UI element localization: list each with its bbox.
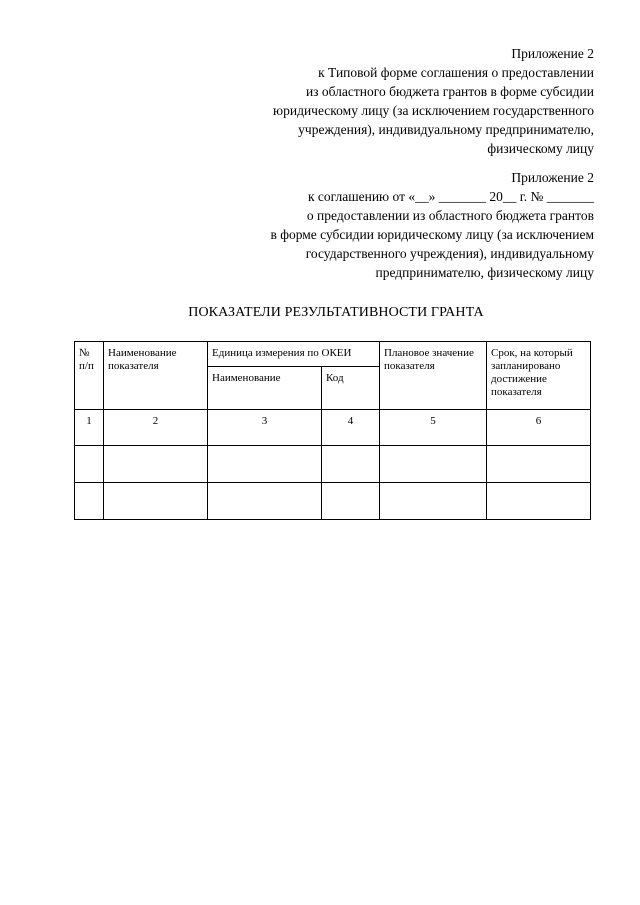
header-line: о предоставлении из областного бюджета грантов	[306, 208, 594, 223]
table-header-row	[75, 342, 591, 367]
column-number: 5	[380, 410, 487, 446]
header-deadline: Срок, на который запланировано достижение показателя	[487, 342, 591, 410]
table-cell[interactable]	[104, 483, 208, 520]
column-number: 4	[322, 410, 380, 446]
table-cell[interactable]	[75, 446, 104, 483]
document-title: ПОКАЗАТЕЛИ РЕЗУЛЬТАТИВНОСТИ ГРАНТА	[188, 305, 484, 320]
header-line: к соглашению от «__» _______ 20__ г. № _______	[307, 189, 594, 204]
header-unit-name: Наименование	[208, 367, 322, 410]
column-number: 1	[75, 410, 104, 446]
table-cell[interactable]	[75, 483, 104, 520]
appendix-header-form	[273, 44, 594, 158]
header-planned-value: Плановое значение показателя	[380, 342, 487, 410]
table-cell[interactable]	[487, 446, 591, 483]
table-cell[interactable]	[208, 483, 322, 520]
header-indicator-name: Наименование показателя	[104, 342, 208, 410]
header-line: Приложение 2	[511, 46, 594, 61]
header-line: из областного бюджета грантов в форме субсидии	[305, 84, 594, 99]
header-line: физическому лицу	[487, 141, 594, 156]
header-line: к Типовой форме соглашения о предоставлении	[318, 65, 594, 80]
column-number: 2	[104, 410, 208, 446]
table-row	[75, 446, 591, 483]
table-cell[interactable]	[104, 446, 208, 483]
column-number: 6	[487, 410, 591, 446]
header-line: юридическому лицу (за исключением государственного	[273, 103, 594, 118]
indicators-table	[74, 341, 591, 520]
table-row	[75, 483, 591, 520]
column-numbers-row	[75, 410, 591, 446]
table-cell[interactable]	[322, 446, 380, 483]
table-cell[interactable]	[322, 483, 380, 520]
header-unit-code: Код	[322, 367, 380, 410]
header-line: предпринимателю, физическому лицу	[375, 265, 594, 280]
table-cell[interactable]	[208, 446, 322, 483]
column-number: 3	[208, 410, 322, 446]
header-line: Приложение 2	[511, 170, 594, 185]
header-line: государственного учреждения), индивидуальному	[305, 246, 594, 261]
table-cell[interactable]	[487, 483, 591, 520]
header-num: № п/п	[75, 342, 104, 410]
table-cell[interactable]	[380, 446, 487, 483]
table-cell[interactable]	[380, 483, 487, 520]
header-line: в форме субсидии юридическому лицу (за исключением	[270, 227, 594, 242]
appendix-header-agreement	[270, 168, 594, 282]
header-line: учреждения), индивидуальному предпринимателю,	[298, 122, 594, 137]
header-unit-group: Единица измерения по ОКЕИ	[208, 342, 380, 367]
